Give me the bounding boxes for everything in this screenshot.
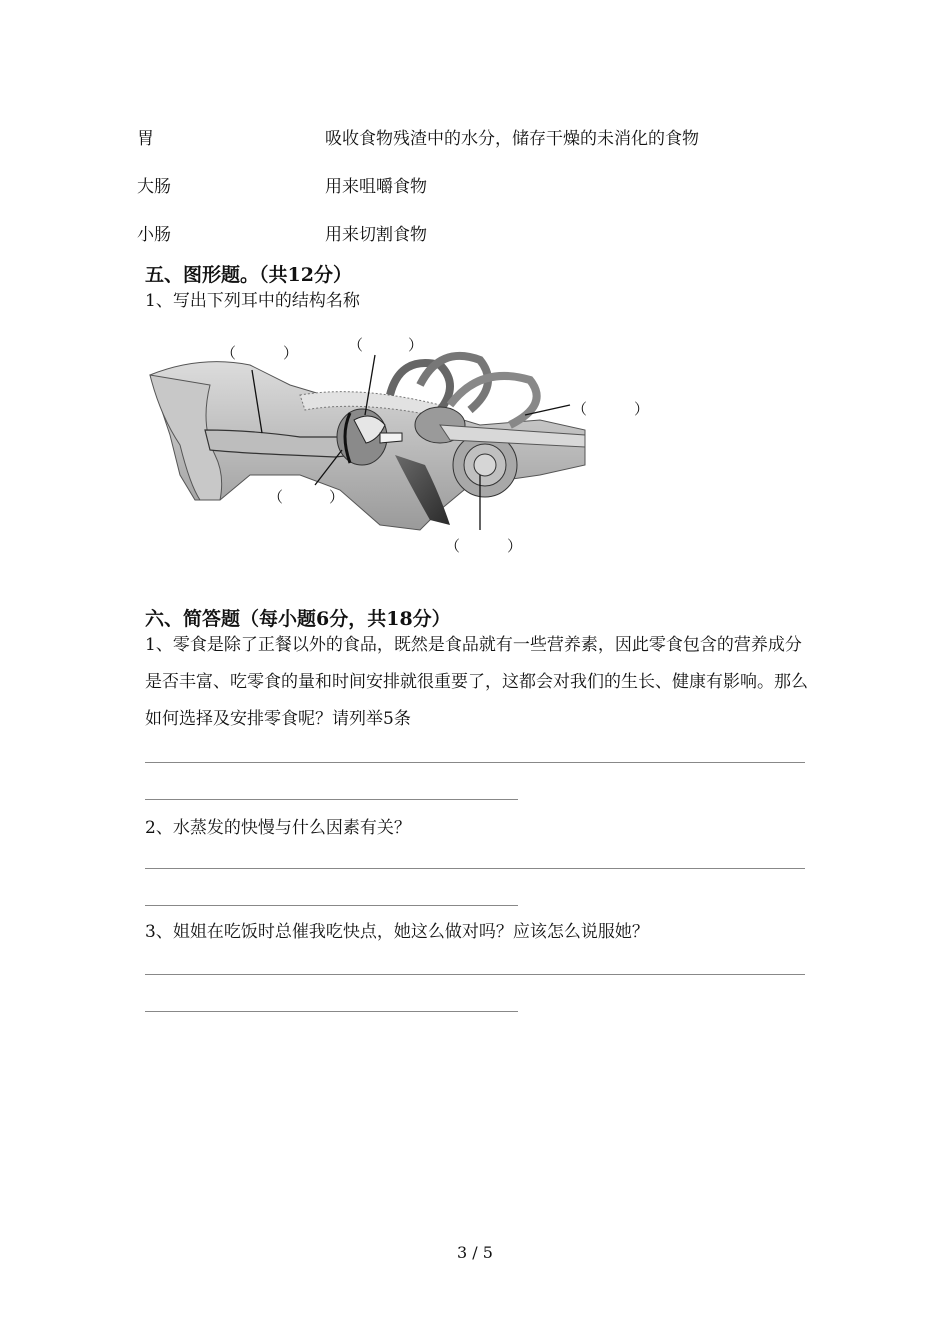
answer-line[interactable] xyxy=(145,799,518,800)
label-paren-close-2: ） xyxy=(408,336,424,354)
match-left-2: 大肠 xyxy=(137,177,171,197)
label-paren-open-3: （ xyxy=(572,400,588,418)
ear-diagram xyxy=(140,325,660,565)
ear-illustration xyxy=(140,325,660,565)
answer-line[interactable] xyxy=(145,762,805,763)
match-right-1: 吸收食物残渣中的水分，储存干燥的未消化的食物 xyxy=(325,129,699,149)
match-right-3: 用来切割食物 xyxy=(325,225,427,245)
section6-question-2: 2、水蒸发的快慢与什么因素有关？ xyxy=(145,818,411,838)
section5-question-1: 1、写出下列耳中的结构名称 xyxy=(145,291,360,311)
answer-line[interactable] xyxy=(145,1011,518,1012)
label-paren-close-1: ） xyxy=(283,344,299,362)
section5-title: 五、图形题。（共12分） xyxy=(145,264,352,286)
answer-line[interactable] xyxy=(145,868,805,869)
match-left-1: 胃 xyxy=(137,129,154,149)
match-right-2: 用来咀嚼食物 xyxy=(325,177,427,197)
section6-question-3: 3、姐姐在吃饭时总催我吃快点，她这么做对吗？应该怎么说服她？ xyxy=(145,922,649,942)
page-number: 3 / 5 xyxy=(457,1243,493,1262)
match-left-3: 小肠 xyxy=(137,225,171,245)
label-paren-close-4: ） xyxy=(329,488,345,506)
section6-title: 六、简答题（每小题6分，共18分） xyxy=(145,608,451,630)
label-paren-open-1: （ xyxy=(221,344,237,362)
label-paren-open-5: （ xyxy=(445,537,461,555)
label-paren-close-5: ） xyxy=(507,537,523,555)
answer-line[interactable] xyxy=(145,974,805,975)
label-paren-close-3: ） xyxy=(634,400,650,418)
label-paren-open-4: （ xyxy=(268,488,284,506)
label-paren-open-2: （ xyxy=(348,336,364,354)
section6-question-1: 1、零食是除了正餐以外的食品，既然是食品就有一些营养素，因此零食包含的营养成分是否丰富、吃零食的量和时间安排就很重要了，这都会对我们的生长、健康有影响。那么如何选择及安排零食呢？请列举5条 xyxy=(145,635,808,729)
answer-line[interactable] xyxy=(145,905,518,906)
